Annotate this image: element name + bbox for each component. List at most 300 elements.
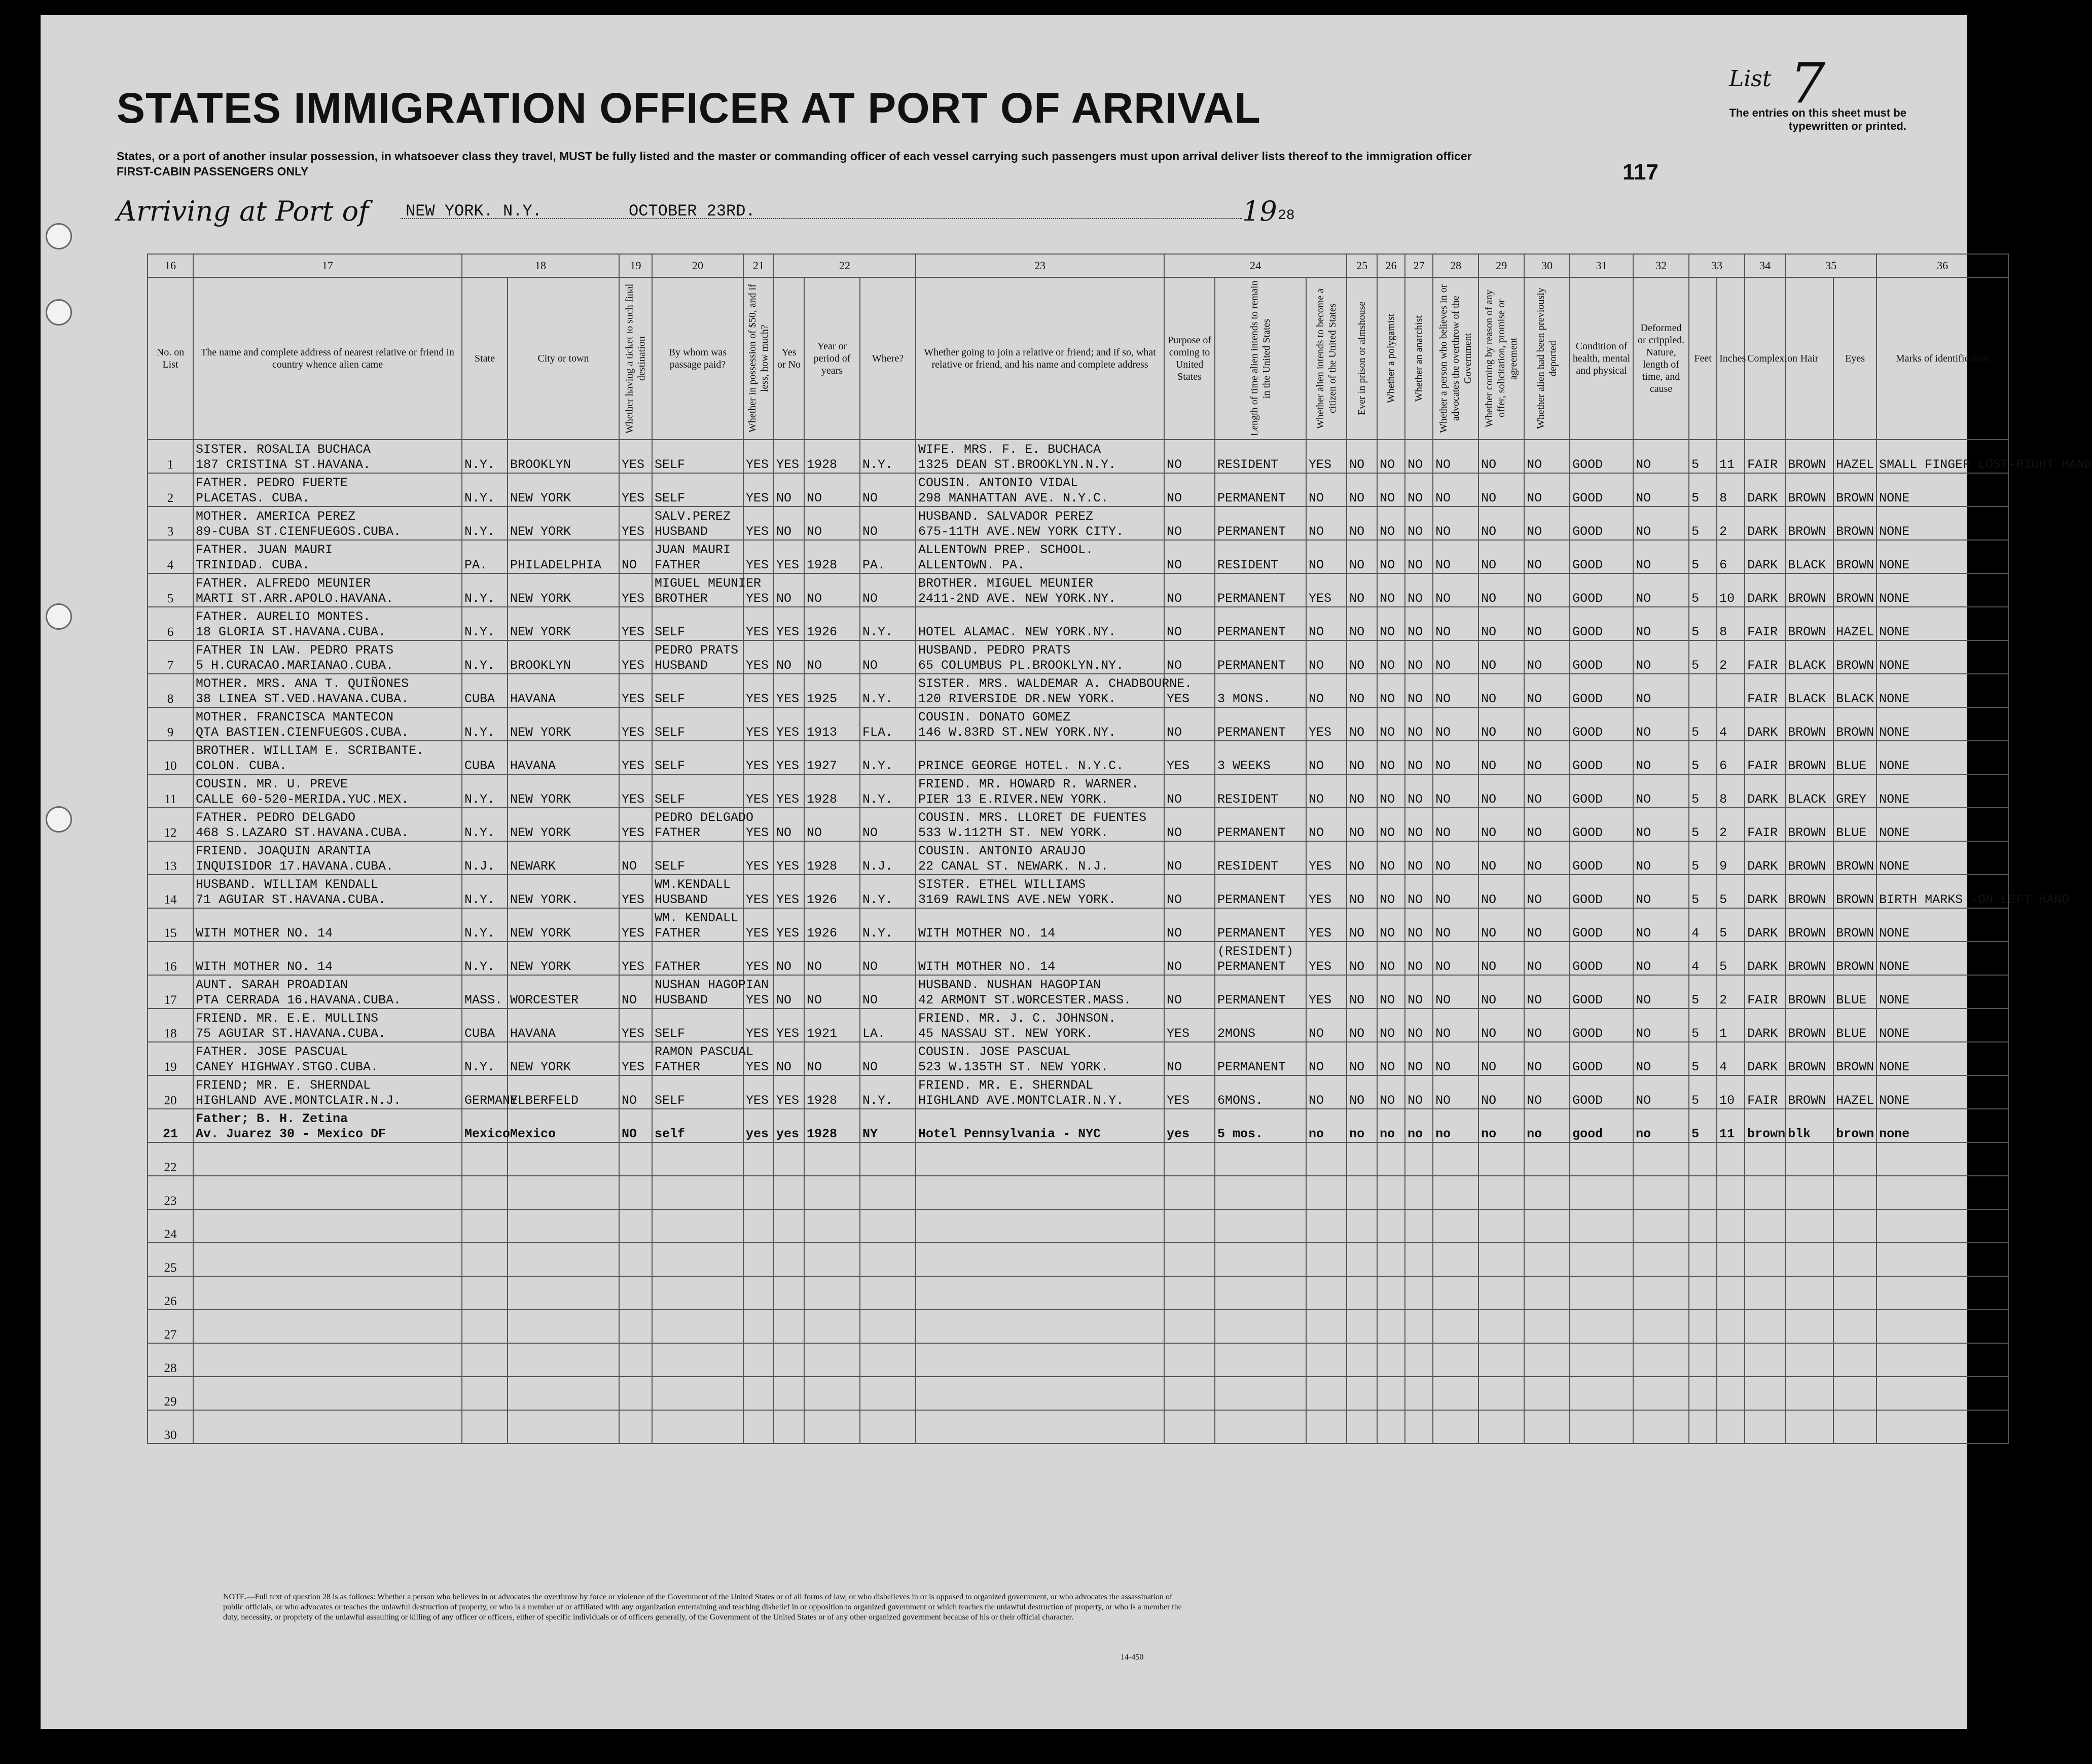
paid-value: FATHER	[655, 926, 701, 941]
relative-cell	[193, 808, 462, 841]
relative-address: 38 LINEA ST.VED.HAVANA.CUBA.	[196, 692, 409, 706]
inches-cell: 1	[1717, 1009, 1745, 1042]
q26-cell: NO	[1377, 607, 1405, 640]
paid-cell	[652, 774, 743, 808]
ticket-cell	[619, 1276, 652, 1310]
feet-cell: 5	[1689, 607, 1717, 640]
city-cell: Mexico	[508, 1109, 619, 1142]
relative-address: COLON. CUBA.	[196, 759, 287, 773]
q29-cell: NO	[1478, 1075, 1524, 1109]
joining-cell	[916, 640, 1164, 674]
before-cell	[774, 1310, 804, 1343]
inches-cell	[1717, 1243, 1745, 1276]
purpose-cell: NO	[1164, 908, 1215, 942]
complexion-cell	[1745, 1276, 1785, 1310]
city-cell: HAVANA	[508, 674, 619, 707]
q27-cell	[1405, 1310, 1433, 1343]
q28-cell	[1433, 1310, 1478, 1343]
q25-cell: NO	[1347, 573, 1377, 607]
before-cell	[774, 1343, 804, 1377]
q27-cell: NO	[1405, 707, 1433, 741]
q26-cell: NO	[1377, 540, 1405, 573]
q29-cell: NO	[1478, 741, 1524, 774]
hair-cell: BLACK	[1785, 640, 1833, 674]
q25-cell: NO	[1347, 607, 1377, 640]
table-row	[148, 1109, 2008, 1142]
relative-cell	[193, 640, 462, 674]
year-cell: NO	[804, 808, 860, 841]
marks-cell: NONE	[1877, 1075, 2008, 1109]
q27-cell	[1405, 1276, 1433, 1310]
joining-address: 45 NASSAU ST. NEW YORK.	[918, 1026, 1094, 1041]
money-cell: YES	[743, 1075, 774, 1109]
paid-cell	[652, 1276, 743, 1310]
health-cell: GOOD	[1570, 942, 1633, 975]
purpose-cell: NO	[1164, 875, 1215, 908]
q27-cell: NO	[1405, 473, 1433, 507]
q29-cell: NO	[1478, 540, 1524, 573]
paid-cell	[652, 908, 743, 942]
city-cell: NEW YORK	[508, 908, 619, 942]
city-cell: NEW YORK	[508, 1042, 619, 1075]
city-cell: NEWARK	[508, 841, 619, 875]
q28-cell	[1433, 1142, 1478, 1176]
feet-cell	[1689, 1343, 1717, 1377]
citizen-cell: NO	[1306, 507, 1347, 540]
page-title: STATES IMMIGRATION OFFICER AT PORT OF ARRIVAL	[117, 84, 1261, 132]
before-cell: YES	[774, 674, 804, 707]
where-cell	[860, 1343, 916, 1377]
joining-address: WITH MOTHER NO. 14	[918, 959, 1056, 974]
q27-cell: NO	[1405, 975, 1433, 1009]
state-cell	[462, 1343, 508, 1377]
column-number: 36	[1877, 254, 2008, 277]
header-purpose: Purpose of coming to United States	[1164, 277, 1215, 440]
health-cell: GOOD	[1570, 674, 1633, 707]
citizen-cell: NO	[1306, 1075, 1347, 1109]
inches-cell: 6	[1717, 540, 1745, 573]
joining-address: 146 W.83RD ST.NEW YORK.NY.	[918, 725, 1116, 740]
paid-value: self	[655, 1127, 686, 1141]
joining-cell	[916, 908, 1164, 942]
health-cell: GOOD	[1570, 975, 1633, 1009]
q28-cell: NO	[1433, 1075, 1478, 1109]
q26-cell	[1377, 1209, 1405, 1243]
column-number: 24	[1164, 254, 1347, 277]
where-cell: N.Y.	[860, 1075, 916, 1109]
city-cell: BROOKLYN	[508, 640, 619, 674]
year-prefix: 19	[1242, 195, 1277, 227]
purpose-cell: NO	[1164, 540, 1215, 573]
relative-name: Father; B. H. Zetina	[196, 1111, 348, 1126]
marks-cell: NONE	[1877, 507, 2008, 540]
relative-cell	[193, 507, 462, 540]
marks-cell: NONE	[1877, 942, 2008, 975]
paid-note: PEDRO DELGADO	[655, 810, 754, 825]
deformed-cell: NO	[1633, 507, 1689, 540]
before-cell: YES	[774, 1009, 804, 1042]
header-prison: Ever in prison or almshouse	[1347, 277, 1377, 440]
complexion-cell: DARK	[1745, 942, 1785, 975]
city-cell: NEW YORK	[508, 607, 619, 640]
money-cell: YES	[743, 540, 774, 573]
purpose-cell: NO	[1164, 440, 1215, 473]
money-cell: YES	[743, 774, 774, 808]
q28-cell: NO	[1433, 707, 1478, 741]
header-no: No. on List	[148, 277, 193, 440]
complexion-cell: DARK	[1745, 707, 1785, 741]
where-cell: LA.	[860, 1009, 916, 1042]
deformed-cell: NO	[1633, 841, 1689, 875]
q30-cell: NO	[1524, 674, 1570, 707]
paid-cell	[652, 741, 743, 774]
year-cell: 1928	[804, 774, 860, 808]
year-cell	[804, 1209, 860, 1243]
q29-cell: NO	[1478, 573, 1524, 607]
relative-cell	[193, 1377, 462, 1410]
eyes-cell: BROWN	[1833, 908, 1877, 942]
year-cell: NO	[804, 640, 860, 674]
deformed-cell: NO	[1633, 640, 1689, 674]
complexion-cell: FAIR	[1745, 674, 1785, 707]
relative-cell	[193, 707, 462, 741]
where-cell: NO	[860, 473, 916, 507]
health-cell: GOOD	[1570, 741, 1633, 774]
column-number: 29	[1478, 254, 1524, 277]
city-cell: NEW YORK.	[508, 875, 619, 908]
table-row	[148, 875, 2008, 908]
complexion-cell	[1745, 1243, 1785, 1276]
money-cell	[743, 1410, 774, 1444]
relative-address: Av. Juarez 30 - Mexico DF	[196, 1127, 386, 1141]
complexion-cell: DARK	[1745, 1042, 1785, 1075]
length-value: PERMANENT	[1217, 892, 1286, 907]
year-cell: 1926	[804, 908, 860, 942]
table-body	[148, 254, 2092, 1444]
money-cell	[743, 1142, 774, 1176]
year-cell: NO	[804, 975, 860, 1009]
eyes-cell: BROWN	[1833, 1042, 1877, 1075]
length-cell	[1215, 473, 1306, 507]
purpose-cell: NO	[1164, 975, 1215, 1009]
length-cell	[1215, 841, 1306, 875]
header-q29: Whether coming by reason of any offer, solicitation, promise or agreement	[1478, 277, 1524, 440]
citizen-cell: YES	[1306, 942, 1347, 975]
row-number: 2	[148, 473, 193, 507]
year-cell	[804, 1377, 860, 1410]
feet-cell: 5	[1689, 707, 1717, 741]
deformed-cell: NO	[1633, 908, 1689, 942]
row-number: 28	[148, 1343, 193, 1377]
relative-name: AUNT. SARAH PROADIAN	[196, 978, 348, 992]
q27-cell: NO	[1405, 674, 1433, 707]
where-cell: N.Y.	[860, 774, 916, 808]
deformed-cell	[1633, 1209, 1689, 1243]
joining-cell	[916, 1343, 1164, 1377]
citizen-cell: NO	[1306, 607, 1347, 640]
joining-name: HUSBAND. NUSHAN HAGOPIAN	[918, 978, 1101, 992]
hair-cell: BROWN	[1785, 607, 1833, 640]
joining-cell	[916, 1243, 1164, 1276]
row-number: 17	[148, 975, 193, 1009]
q30-cell: NO	[1524, 975, 1570, 1009]
relative-cell	[193, 841, 462, 875]
citizen-cell	[1306, 1377, 1347, 1410]
q26-cell	[1377, 1343, 1405, 1377]
column-number: 33	[1689, 254, 1745, 277]
before-cell	[774, 1209, 804, 1243]
length-cell	[1215, 1377, 1306, 1410]
relative-address: WITH MOTHER NO. 14	[196, 959, 333, 974]
row-number: 30	[148, 1410, 193, 1444]
q26-cell: NO	[1377, 1042, 1405, 1075]
deformed-cell	[1633, 1276, 1689, 1310]
table-row	[148, 707, 2008, 741]
table-row	[148, 841, 2008, 875]
eyes-cell	[1833, 1176, 1877, 1209]
row-number: 18	[148, 1009, 193, 1042]
relative-address: TRINIDAD. CUBA.	[196, 558, 310, 572]
length-value: PERMANENT	[1217, 491, 1286, 506]
inches-cell: 2	[1717, 640, 1745, 674]
q27-cell: NO	[1405, 540, 1433, 573]
inches-cell: 9	[1717, 841, 1745, 875]
where-cell	[860, 1209, 916, 1243]
table-row	[148, 1377, 2008, 1410]
feet-cell	[1689, 1142, 1717, 1176]
q28-cell: NO	[1433, 975, 1478, 1009]
paid-value: HUSBAND	[655, 658, 708, 673]
ticket-cell: NO	[619, 975, 652, 1009]
ticket-cell: YES	[619, 440, 652, 473]
ticket-cell: YES	[619, 942, 652, 975]
citizen-cell	[1306, 1243, 1347, 1276]
binder-hole	[46, 223, 72, 249]
hair-cell	[1785, 1276, 1833, 1310]
q26-cell: NO	[1377, 640, 1405, 674]
hair-cell	[1785, 1310, 1833, 1343]
header-state: State	[462, 277, 508, 440]
joining-name: COUSIN. ANTONIO VIDAL	[918, 476, 1078, 490]
health-cell	[1570, 1142, 1633, 1176]
length-cell	[1215, 1243, 1306, 1276]
complexion-cell: FAIR	[1745, 607, 1785, 640]
q28-cell: NO	[1433, 507, 1478, 540]
purpose-cell: YES	[1164, 741, 1215, 774]
joining-cell	[916, 741, 1164, 774]
before-cell: YES	[774, 774, 804, 808]
where-cell: NO	[860, 942, 916, 975]
year-cell: 1928	[804, 1075, 860, 1109]
deformed-cell	[1633, 1310, 1689, 1343]
relative-cell	[193, 774, 462, 808]
paid-value: SELF	[655, 725, 686, 740]
joining-name: SISTER. ETHEL WILLIAMS	[918, 877, 1086, 892]
q26-cell: NO	[1377, 1009, 1405, 1042]
health-cell: GOOD	[1570, 808, 1633, 841]
column-number: 19	[619, 254, 652, 277]
paid-value: FATHER	[655, 959, 701, 974]
paid-cell	[652, 1410, 743, 1444]
header-q30: Whether alien had been previously deported	[1524, 277, 1570, 440]
health-cell: GOOD	[1570, 473, 1633, 507]
paid-note: SALV.PEREZ	[655, 509, 731, 524]
joining-cell	[916, 440, 1164, 473]
q30-cell	[1524, 1343, 1570, 1377]
feet-cell	[1689, 1176, 1717, 1209]
feet-cell: 5	[1689, 1075, 1717, 1109]
relative-address: 75 AGUIAR ST.HAVANA.CUBA.	[196, 1026, 386, 1041]
marks-cell: NONE	[1877, 908, 2008, 942]
joining-address: PIER 13 E.RIVER.NEW YORK.	[918, 792, 1109, 807]
relative-address: 187 CRISTINA ST.HAVANA.	[196, 457, 371, 472]
health-cell: GOOD	[1570, 1009, 1633, 1042]
header-length: Length of time alien intends to remain in the United States	[1215, 277, 1306, 440]
row-number: 6	[148, 607, 193, 640]
state-cell: N.Y.	[462, 774, 508, 808]
year-cell: 1927	[804, 741, 860, 774]
ticket-cell: NO	[619, 1075, 652, 1109]
before-cell	[774, 1410, 804, 1444]
paid-note: RAMON PASCUAL	[655, 1045, 754, 1059]
relative-cell	[193, 573, 462, 607]
before-cell: YES	[774, 607, 804, 640]
health-cell: GOOD	[1570, 607, 1633, 640]
length-cell	[1215, 507, 1306, 540]
column-number: 22	[774, 254, 916, 277]
marks-cell: BIRTH MARKS -ON LEFT HAND	[1877, 875, 2008, 908]
q25-cell: NO	[1347, 774, 1377, 808]
purpose-cell: NO	[1164, 473, 1215, 507]
inches-cell: 5	[1717, 875, 1745, 908]
length-cell	[1215, 440, 1306, 473]
q25-cell: NO	[1347, 540, 1377, 573]
state-cell: N.Y.	[462, 908, 508, 942]
q28-cell: NO	[1433, 841, 1478, 875]
length-value: 6MONS.	[1217, 1093, 1264, 1108]
hair-cell: BROWN	[1785, 1075, 1833, 1109]
marks-cell: NONE	[1877, 741, 2008, 774]
q26-cell: NO	[1377, 1075, 1405, 1109]
before-cell: YES	[774, 741, 804, 774]
q26-cell: NO	[1377, 841, 1405, 875]
q26-cell: NO	[1377, 875, 1405, 908]
relative-cell	[193, 473, 462, 507]
marks-cell	[1877, 1310, 2008, 1343]
q30-cell: NO	[1524, 1042, 1570, 1075]
row-number: 15	[148, 908, 193, 942]
health-cell: GOOD	[1570, 841, 1633, 875]
state-cell: Mexico	[462, 1109, 508, 1142]
q30-cell: NO	[1524, 573, 1570, 607]
health-cell	[1570, 1176, 1633, 1209]
relative-address: 18 GLORIA ST.HAVANA.CUBA.	[196, 625, 386, 639]
joining-address: WITH MOTHER NO. 14	[918, 926, 1056, 941]
complexion-cell	[1745, 1410, 1785, 1444]
q27-cell	[1405, 1142, 1433, 1176]
joining-address: 3169 RAWLINS AVE.NEW YORK.	[918, 892, 1116, 907]
ticket-cell	[619, 1310, 652, 1343]
q28-cell: NO	[1433, 640, 1478, 674]
column-number: 26	[1377, 254, 1405, 277]
inches-cell: 4	[1717, 707, 1745, 741]
header-instructions: States, or a port of another insular possession, in whatsoever class they travel, MUST be fully listed and the master or commanding officer of each vessel carrying such passengers must upon arrival deliver lists thereof to the immigration officer	[117, 150, 1472, 163]
money-cell	[743, 1343, 774, 1377]
q27-cell: NO	[1405, 741, 1433, 774]
row-number: 26	[148, 1276, 193, 1310]
deformed-cell	[1633, 1410, 1689, 1444]
relative-name: FATHER. PEDRO FUERTE	[196, 476, 348, 490]
citizen-cell: NO	[1306, 741, 1347, 774]
health-cell: GOOD	[1570, 1075, 1633, 1109]
deformed-cell: NO	[1633, 808, 1689, 841]
paid-cell	[652, 1176, 743, 1209]
table-row	[148, 1410, 2008, 1444]
table-row	[148, 440, 2008, 473]
q27-cell: NO	[1405, 808, 1433, 841]
relative-cell	[193, 674, 462, 707]
relative-address: 468 S.LAZARO ST.HAVANA.CUBA.	[196, 825, 409, 840]
header-health: Condition of health, mental and physical	[1570, 277, 1633, 440]
length-value: PERMANENT	[1217, 625, 1286, 639]
citizen-cell: YES	[1306, 440, 1347, 473]
marks-cell: NONE	[1877, 808, 2008, 841]
q28-cell: NO	[1433, 942, 1478, 975]
complexion-cell: DARK	[1745, 507, 1785, 540]
length-value: PERMANENT	[1217, 926, 1286, 941]
before-cell: YES	[774, 1075, 804, 1109]
state-cell	[462, 1243, 508, 1276]
row-number: 16	[148, 942, 193, 975]
q26-cell: NO	[1377, 573, 1405, 607]
q30-cell	[1524, 1377, 1570, 1410]
purpose-cell: NO	[1164, 640, 1215, 674]
q27-cell: NO	[1405, 942, 1433, 975]
joining-cell	[916, 707, 1164, 741]
paid-cell	[652, 640, 743, 674]
length-cell	[1215, 1142, 1306, 1176]
purpose-cell: NO	[1164, 1042, 1215, 1075]
joining-name: BROTHER. MIGUEL MEUNIER	[918, 576, 1094, 591]
q27-cell: NO	[1405, 640, 1433, 674]
feet-cell: 5	[1689, 507, 1717, 540]
marks-cell: NONE	[1877, 540, 2008, 573]
eyes-cell	[1833, 1310, 1877, 1343]
city-cell: HAVANA	[508, 1009, 619, 1042]
inches-cell: 6	[1717, 741, 1745, 774]
q28-cell	[1433, 1176, 1478, 1209]
purpose-cell	[1164, 1243, 1215, 1276]
q25-cell: NO	[1347, 875, 1377, 908]
joining-cell	[916, 1075, 1164, 1109]
relative-name: SISTER. ROSALIA BUCHACA	[196, 442, 371, 457]
q27-cell	[1405, 1209, 1433, 1243]
complexion-cell	[1745, 1377, 1785, 1410]
money-cell	[743, 1243, 774, 1276]
before-cell: YES	[774, 440, 804, 473]
q29-cell	[1478, 1310, 1524, 1343]
deformed-cell: NO	[1633, 674, 1689, 707]
length-cell	[1215, 1042, 1306, 1075]
joining-address: 22 CANAL ST. NEWARK. N.J.	[918, 859, 1109, 874]
q29-cell	[1478, 1410, 1524, 1444]
column-number: 21	[743, 254, 774, 277]
state-cell: MASS.	[462, 975, 508, 1009]
city-cell: WORCESTER	[508, 975, 619, 1009]
feet-cell	[1689, 1377, 1717, 1410]
paid-cell	[652, 707, 743, 741]
where-cell: FLA.	[860, 707, 916, 741]
